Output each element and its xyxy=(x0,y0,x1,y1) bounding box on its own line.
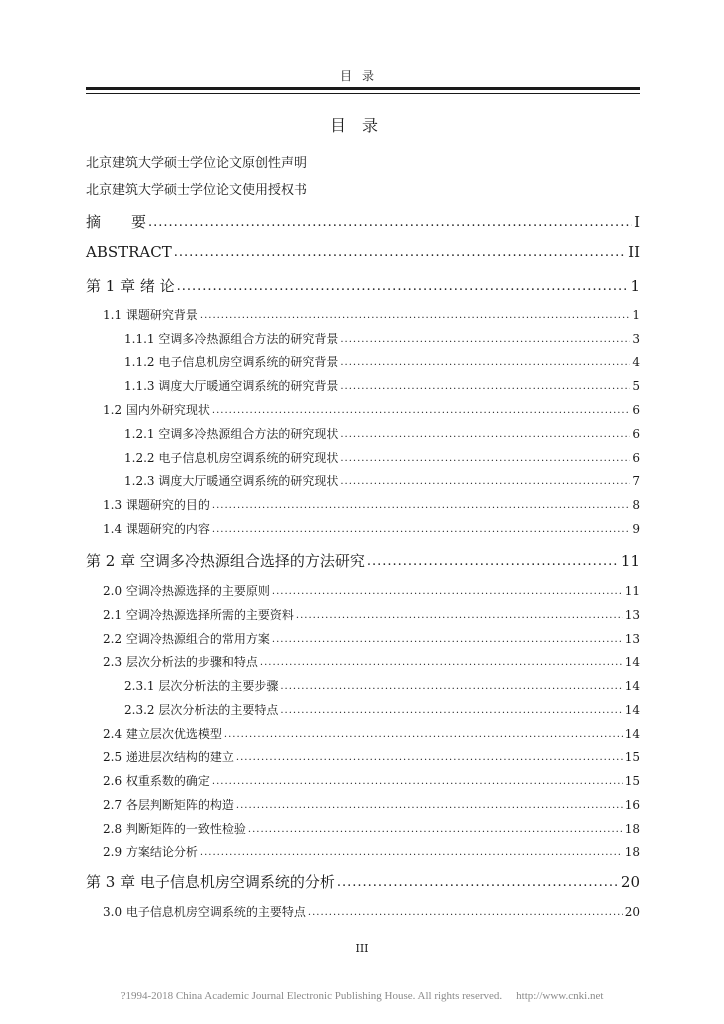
toc-title: 目录 xyxy=(329,116,394,135)
dot-leader xyxy=(236,752,623,763)
header-rule-thick xyxy=(86,87,640,90)
dot-leader xyxy=(280,705,622,716)
dot-leader xyxy=(340,334,630,345)
dot-leader xyxy=(224,729,623,740)
dot-leader xyxy=(340,357,630,368)
dot-leader xyxy=(272,634,623,645)
running-header: 目录 xyxy=(339,69,384,83)
toc-entry-section-2-4[interactable]: 2.4 建立层次优选模型 ..... 14 xyxy=(103,725,640,742)
toc-entry-section-1-3[interactable]: 1.3 课题研究的目的 ..... 8 xyxy=(103,496,640,513)
page-number: III xyxy=(355,942,369,955)
dot-leader xyxy=(308,907,623,918)
dot-leader xyxy=(200,310,630,321)
cnki-footer xyxy=(0,990,724,1002)
toc-entry-section-2-5[interactable]: 2.5 递进层次结构的建立 ..... 15 xyxy=(103,748,640,765)
header-rule-thin xyxy=(86,93,640,94)
toc-entry-section-1-4[interactable]: 1.4 课题研究的内容 ..... 9 xyxy=(103,520,640,537)
toc-entry-section-2-1[interactable]: 2.1 空调冷热源选择所需的主要资料 ..... 13 xyxy=(103,606,640,623)
toc-entry-subsection-1-2-1[interactable]: 1.2.1 空调多冷热源组合方法的研究现状 ..... 6 xyxy=(124,425,640,442)
toc-entry-abstract-en[interactable]: ABSTRACT ..... II xyxy=(86,243,640,261)
dot-leader xyxy=(212,405,630,416)
dot-leader xyxy=(236,800,623,811)
dot-leader xyxy=(177,279,629,294)
toc-entry-section-2-0[interactable]: 2.0 空调冷热源选择的主要原则 ..... 11 xyxy=(103,582,640,599)
dot-leader xyxy=(367,554,619,569)
dot-leader xyxy=(212,524,630,535)
dot-leader xyxy=(340,429,630,440)
toc-entry-chapter-2[interactable]: 第 2 章 空调多冷热源组合选择的方法研究 ..... 11 xyxy=(86,550,640,571)
dot-leader xyxy=(248,824,623,835)
toc-entry-section-2-7[interactable]: 2.7 各层判断矩阵的构造 ..... 16 xyxy=(103,796,640,813)
toc-entry-section-2-3[interactable]: 2.3 层次分析法的步骤和特点 ..... 14 xyxy=(103,653,640,670)
dot-leader xyxy=(212,776,623,787)
dot-leader xyxy=(337,875,619,890)
footer-url[interactable]: http://www.cnki.net xyxy=(516,990,604,1002)
front-matter-originality-statement: 北京建筑大学硕士学位论文原创性声明 xyxy=(86,156,308,171)
toc-entry-subsection-1-1-3[interactable]: 1.1.3 调度大厅暖通空调系统的研究背景 ..... 5 xyxy=(124,377,640,394)
toc-entry-subsection-2-3-2[interactable]: 2.3.2 层次分析法的主要特点 ..... 14 xyxy=(124,701,640,718)
dot-leader xyxy=(148,215,632,230)
toc-entry-subsection-1-1-2[interactable]: 1.1.2 电子信息机房空调系统的研究背景 ..... 4 xyxy=(124,353,640,370)
dot-leader xyxy=(296,610,623,621)
dot-leader xyxy=(340,381,630,392)
dot-leader xyxy=(340,476,630,487)
toc-entry-subsection-1-1-1[interactable]: 1.1.1 空调多冷热源组合方法的研究背景 ..... 3 xyxy=(124,330,640,347)
toc-entry-section-1-1[interactable]: 1.1 课题研究背景 ..... 1 xyxy=(103,306,640,323)
toc-entry-section-2-8[interactable]: 2.8 判断矩阵的一致性检验 ..... 18 xyxy=(103,820,640,837)
footer-copyright: ?1994-2018 China Academic Journal Electronic Publishing House. All rights reserved. xyxy=(120,990,503,1002)
toc-entry-chapter-3[interactable]: 第 3 章 电子信息机房空调系统的分析 ..... 20 xyxy=(86,871,640,892)
toc-entry-section-2-2[interactable]: 2.2 空调冷热源组合的常用方案 ..... 13 xyxy=(103,630,640,647)
dot-leader xyxy=(260,657,623,668)
toc-entry-subsection-2-3-1[interactable]: 2.3.1 层次分析法的主要步骤 ..... 14 xyxy=(124,677,640,694)
dot-leader xyxy=(174,245,626,260)
toc-entry-section-1-2[interactable]: 1.2 国内外研究现状 ..... 6 xyxy=(103,401,640,418)
toc-entry-section-3-0[interactable]: 3.0 电子信息机房空调系统的主要特点 ..... 20 xyxy=(103,903,640,920)
toc-entry-subsection-1-2-3[interactable]: 1.2.3 调度大厅暖通空调系统的研究现状 ..... 7 xyxy=(124,472,640,489)
dot-leader xyxy=(280,681,622,692)
dot-leader xyxy=(212,500,630,511)
toc-entry-chapter-1[interactable]: 第 1 章 绪 论 ..... 1 xyxy=(86,275,640,296)
front-matter-authorization-letter: 北京建筑大学硕士学位论文使用授权书 xyxy=(86,183,308,198)
dot-leader xyxy=(272,586,623,597)
toc-entry-subsection-1-2-2[interactable]: 1.2.2 电子信息机房空调系统的研究现状 ..... 6 xyxy=(124,449,640,466)
toc-entry-abstract-cn[interactable]: 摘 要 ..... I xyxy=(86,211,640,232)
dot-leader xyxy=(200,847,623,858)
toc-entry-section-2-9[interactable]: 2.9 方案结论分析 ..... 18 xyxy=(103,843,640,860)
toc-entry-section-2-6[interactable]: 2.6 权重系数的确定 ..... 15 xyxy=(103,772,640,789)
dot-leader xyxy=(340,453,630,464)
